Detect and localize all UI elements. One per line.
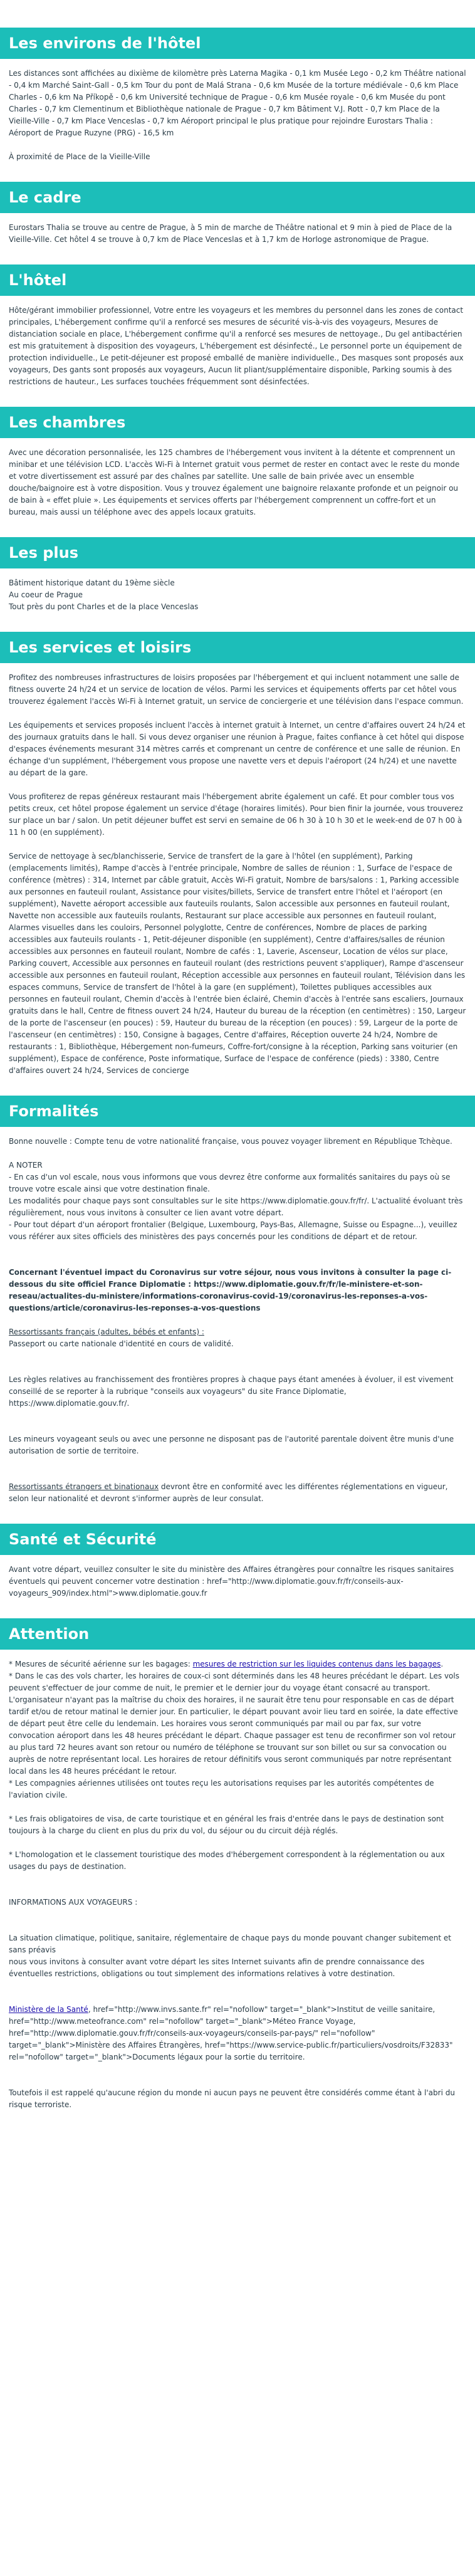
attention-p2: * Dans le cas des vols charter, les horaires de coux-ci sont déterminés dans les 48 heures précédant le départ. Les vols peuvent s'effectuer de jour comme de nuit, le premier et le dernier jour du voyage étant consacré au transport. L'organisateur n'ayant pas la maîtrise du choix des horaires, il ne saurait être tenu pour responsable en cas de départ tardif et/ou de retour matinal le dernier jour. En particulier, le départ pouvant avoir lieu tard en soirée, la date effective de départ peut être celle du lendemain. Les horaires vous seront communiqués par mail ou par fax, sur votre convocation aéroport dans les 48 heures précédant le départ. Chaque passager est tenu de reconfirmer son vol retour au plus tard 72 heures avant son retour ou numéro de téléphone se trouvant sur son billet ou sur sa convocation ou auprès de notre représentant local. Les horaires de retour définitifs vous seront communiqués par notre représentant local dans les 48 heures précédant le retour. (9, 1672, 459, 1776)
formalites-binationaux-title: Ressortissants étrangers et binationaux (9, 1482, 159, 1491)
plus-line-3: Tout près du pont Charles et de la place Venceslas (9, 602, 199, 611)
section-body-cadre (0, 213, 475, 246)
section-header-environs: Les environs de l'hôtel (0, 28, 475, 59)
cadre-text: Eurostars Thalia se trouve au centre de Prague, à 5 min de marche de Théâtre national et 9 min à pied de Place de la Vieille-Ville. Cet hôtel 4 se trouve à 0,7 km de Place Venceslas et à 1,7 km de Horloge astronomique de Prague. (9, 223, 452, 244)
liquids-restriction-link[interactable]: mesures de restriction sur les liquides contenus dans les bagages (192, 1660, 441, 1668)
ministere-sante-link[interactable]: Ministère de la Santé (9, 2005, 88, 2014)
formalites-anoter-line-3: - Pour tout départ d'un aéroport frontalier (Belgique, Luxembourg, Pays-Bas, Allemagne, Suisse ou Espagne...), veuillez vous référer aux sites officiels des ministères des pays concernés pour les conditions de départ et de retour. (9, 1220, 457, 1241)
section-header-services: Les services et loisirs (0, 632, 475, 663)
formalites-binationaux (9, 1481, 466, 1505)
formalites-regles: Les règles relatives au franchissement des frontières propres à chaque pays étant amenées à évoluer, il est vivement conseillé de se reporter à la rubrique "conseils aux voyageurs" du site France Diplomatie, https://www.diplomatie.gouv.fr/. (9, 1375, 454, 1408)
section-header-plus: Les plus (0, 537, 475, 568)
attention-p1-suffix: . (441, 1660, 444, 1668)
section-body-attention (0, 1650, 475, 2111)
attention-info-title: INFORMATIONS AUX VOYAGEURS : (9, 1898, 138, 1907)
attention-p3: * Les compagnies aériennes utilisées ont toutes reçu les autorisations requises par les autorités compétentes de l'aviation civile. (9, 1779, 434, 1799)
formalites-anoter-title: A NOTER (9, 1161, 43, 1170)
hotel-text: Hôte/gérant immobilier professionnel, Votre entre les voyageurs et les membres du personnel dans les zones de contact principales, L'hébergement confirme qu'il a renforcé ses mesures de sécurité vis-à-vis des voyageurs, Mesures de distanciation sociale en place, L'hébergement confirme qu'il a renforcé ses mesures de nettoyage., Du gel antibactérien est mis gratuitement à disposition des voyageurs, L'hébergement est désinfecté., Le personnel porte un équipement de protection individuelle., Le petit-déjeuner est proposé emballé de manière individuelle., Des masques sont proposés aux voyageurs, Des gants sont proposés aux voyageurs, Aucun lit pliant/supplémentaire disponible, Parking soumis à des restrictions de hauteur., Les surfaces touchées fréquemment sont désinfectées. (9, 306, 464, 386)
formalites-mineurs: Les mineurs voyageant seuls ou avec une personne ne disposant pas de l'autorité parentale doivent être munis d'une autorisation de sortie de territoire. (9, 1435, 454, 1455)
environs-note: À proximité de Place de la Vieille-Ville (9, 152, 150, 161)
formalites-binationaux-text: devront être en conformité avec les différentes réglementations en vigueur, selon leur nationalité et devront s'informer auprès de leur consulat. (9, 1482, 448, 1503)
formalites-anoter-line-2: Les modalités pour chaque pays sont consultables sur le site https://www.diplomatie.gouv.fr/fr/. L'actualité évoluant très régulièrement, nous vous invitons à consulter ce lien avant votre départ. (9, 1196, 463, 1217)
environs-text: Les distances sont affichées au dixième de kilomètre près Laterna Magika - 0,1 km Musée Lego - 0,2 km Théâtre national - 0,4 km Marché Saint-Gall - 0,5 km Tour du pont de Malá Strana - 0,6 km Musée de la torture médiévale - 0,6 km Place Charles - 0,6 km Na Příkopě - 0,6 km Université technique de Prague - 0,6 km Musée royale - 0,6 km Musée du pont Charles - 0,7 km Clementinum et Bibliothèque nationale de Prague - 0,7 km Bâtiment V.J. Rott - 0,7 km Place de la Vieille-Ville - 0,7 km Place Venceslas - 0,7 km Aéroport principal le plus pratique pour rejoindre Eurostars Thalia : Aéroport de Prague Ruzyne (PRG) - 16,5 km (9, 69, 466, 137)
section-header-chambres: Les chambres (0, 407, 475, 438)
section-body-formalites (0, 1127, 475, 1505)
section-body-plus (0, 568, 475, 613)
attention-links (9, 2004, 466, 2063)
formalites-adultes-title: Ressortissants français (adultes, bébés et enfants) : (9, 1327, 204, 1336)
formalites-anoter-line-1: - En cas d'un vol escale, nous vous informons que vous devrez être conforme aux formalités sanitaires du pays où se trouve votre escale ainsi que votre destination finale. (9, 1173, 451, 1193)
services-p4: Service de nettoyage à sec/blanchisserie, Service de transfert de la gare à l'hôtel (en supplément), Parking (emplacements limités), Rampe d'accès à l'entrée principale, Nombre de salles de réunion : 1, Surface de l'espace de conférence (mètres) : 314, Internet par câble gratuit, Accès Wi-Fi gratuit, Nombre de bars/salons : 1, Parking accessible aux personnes en fauteuil roulant, Assistance pour visites/billets, Service de transfert entre l'hôtel et l'aéroport (en supplément), Navette aéroport accessible aux fauteuils roulants, Salon accessible aux personnes en fauteuil roulant, Navette non accessible aux fauteuils roulants, Restaurant sur place accessible aux personnes en fauteuil roulant, Alarmes visuelles dans les couloirs, Personnel polyglotte, Centre de conférences, Nombre de places de parking accessibles aux fauteuils roulants - 1, Petit-déjeuner disponible (en supplément), Centre d'affaires/salles de réunion accessibles aux personnes en fauteuil roulant, Nombre de cafés : 1, Laverie, Ascenseur, Location de vélos sur place, Parking couvert, Accessible aux personnes en fauteuil roulant (des restrictions peuvent s'appliquer), Rampe d'ascenseur accessible aux personnes en fauteuil roulant, Réception accessible aux personnes en fauteuil roulant, Télévision dans les espaces communs, Service de transfert de l'hôtel à la gare (en supplément), Toilettes publiques accessibles aux personnes en fauteuil roulant, Chemin d'accès à l'entrée bien éclairé, Chemin d'accès à l'entrée sans escaliers, Journaux gratuits dans le hall, Centre de fitness ouvert 24 h/24, Hauteur du bureau de la réception (en centimètres) : 150, Largeur de la porte de l'ascenseur (en pouces) : 59, Hauteur du bureau de la réception (en pouces) : 59, Largeur de la porte de l'ascenseur (en centimètres) : 150, Consigne à bagages, Centre d'affaires, Réception ouverte 24 h/24, Nombre de restaurants : 1, Bibliothèque, Hébergement non-fumeurs, Coffre-fort/consigne à la réception, Parking sans voiturier (en supplément), Espace de conférence, Poste informatique, Surface de l'espace de conférence (pieds) : 3380, Centre d'affaires ouvert 24 h/24, Services de concierge (9, 852, 466, 1075)
attention-p6: La situation climatique, politique, sanitaire, réglementaire de chaque pays du monde pouvant changer subitement et sans préavis (9, 1934, 451, 1954)
section-header-formalites: Formalités (0, 1096, 475, 1127)
section-body-chambres (0, 438, 475, 518)
services-p2: Les équipements et services proposés incluent l'accès à internet gratuit à Internet, un centre d'affaires ouvert 24 h/24 et des journaux gratuits dans le hall. Si vous devez organiser une réunion à Prague, faites confiance à cet hôtel qui dispose d'espaces événements mesurant 314 mètres carrés et comprenant un centre de conférence et une salle de réunion. En échange d'un supplément, l'hébergement vous propose une navette vers et depuis l'aéroport (24 h/24) et une navette au départ de la gare. (9, 721, 466, 777)
attention-links-text: , href="http://www.invs.sante.fr" rel="nofollow" target="_blank">Institut de veille sanitaire, href="http://www.meteofrance.com" rel="nofollow" target="_blank">Méteo France Voyage, href="http://www.diplomatie.gouv.fr/fr/conseils-aux-voyageurs/conseils-par-pays/" rel="nofollow" target="_blank">Ministère des Affaires Étrangères, href="https://www.service-public.fr/particuliers/vosdroits/F32833" rel="nofollow" target="_blank">Documents légaux pour la sortie du territoire. (9, 2005, 453, 2061)
attention-p1-prefix: * Mesures de sécurité aérienne sur les bagages: (9, 1660, 193, 1668)
plus-line-2: Au coeur de Prague (9, 590, 83, 599)
attention-p4: * Les frais obligatoires de visa, de carte touristique et en général les frais d'entrée dans le pays de destination sont toujours à la charge du client en plus du prix du vol, du séjour ou du circuit déjà réglés. (9, 1814, 444, 1835)
section-header-attention: Attention (0, 1618, 475, 1650)
attention-p1 (9, 1658, 466, 1670)
chambres-text: Avec une décoration personnalisée, les 125 chambres de l'hébergement vous invitent à la détente et comprennent un minibar et une télévision LCD. L'accès Wi-Fi à Internet gratuit vous permet de rester en contact avec le reste du monde et votre divertissement est assuré par des chaînes par satellite. Une salle de bain privée avec un ensemble douche/baignoire est à votre disposition. Vous y trouvez également une baignoire relaxante profonde et un peignoir ou de bain à « effet pluie ». Les équipements et services offerts par l'hébergement comprennent un coffre-fort et un bureau, mais aussi un téléphone avec des appels locaux gratuits. (9, 448, 460, 516)
attention-p5: * L'homologation et le classement touristique des modes d'hébergement correspondent à la réglementation ou aux usages du pays de destination. (9, 1850, 445, 1871)
formalites-p1: Bonne nouvelle : Compte tenu de votre nationalité française, vous pouvez voyager librement en République Tchèque. (9, 1137, 452, 1146)
services-p1: Profitez des nombreuses infrastructures de loisirs proposées par l'hébergement et qui incluent notamment une salle de fitness ouverte 24 h/24 et un service de location de vélos. Parmi les services et équipements offerts par cet hôtel vous trouverez également l'accès Wi-Fi à Internet gratuit, un service de conciergerie et une télévision dans l'espace commun. (9, 673, 464, 706)
formalites-adultes-text: Passeport ou carte nationale d'identité en cours de validité. (9, 1339, 234, 1348)
plus-line-1: Bâtiment historique datant du 19ème siècle (9, 579, 175, 587)
section-body-hotel (0, 296, 475, 388)
section-header-hotel: L'hôtel (0, 264, 475, 296)
attention-p7: nous vous invitons à consulter avant votre départ les sites Internet suivants afin de prendre connaissance des éventuelles restrictions, obligations ou tout simplement des informations relatives à votre destination. (9, 1957, 425, 1978)
sante-text: Avant votre départ, veuillez consulter le site du ministère des Affaires étrangères pour connaître les risques sanitaires éventuels qui peuvent concerner votre destination : href="http://www.diplomatie.gouv.fr/fr/conseils-aux-voyageurs_909/index.html">www.diplomatie.gouv.fr (9, 1565, 454, 1598)
section-body-services (0, 663, 475, 1077)
page (0, 28, 475, 2111)
section-header-sante: Santé et Sécurité (0, 1524, 475, 1555)
section-body-sante (0, 1555, 475, 1600)
section-header-cadre: Le cadre (0, 182, 475, 213)
attention-final: Toutefois il est rappelé qu'aucune région du monde ni aucun pays ne peuvent être considérés comme étant à l'abri du risque terroriste. (9, 2088, 455, 2109)
section-body-environs (0, 59, 475, 163)
formalites-covid: Concernant l'éventuel impact du Coronavirus sur votre séjour, nous vous invitons à consulter la page ci-dessous du site officiel France Diplomatie : https://www.diplomatie.gouv.fr/fr/le-ministere-et-son-reseau/actualites-du-ministere/informations-coronavirus-covid-19/coronavirus-les-reponses-a-vos-questions/article/coronavirus-les-reponses-a-vos-questions (9, 1268, 452, 1312)
services-p3: Vous profiterez de repas généreux restaurant mais l'hébergement abrite également un café. Et pour combler tous vos petits creux, cet hôtel propose également un service d'étage (horaires limités). Pour bien finir la journée, vous trouverez sur place un bar / salon. Un petit déjeuner buffet est servi en semaine de 06 h 30 à 10 h 30 et le week-end de 07 h 00 à 11 h 00 (en supplément). (9, 792, 463, 837)
